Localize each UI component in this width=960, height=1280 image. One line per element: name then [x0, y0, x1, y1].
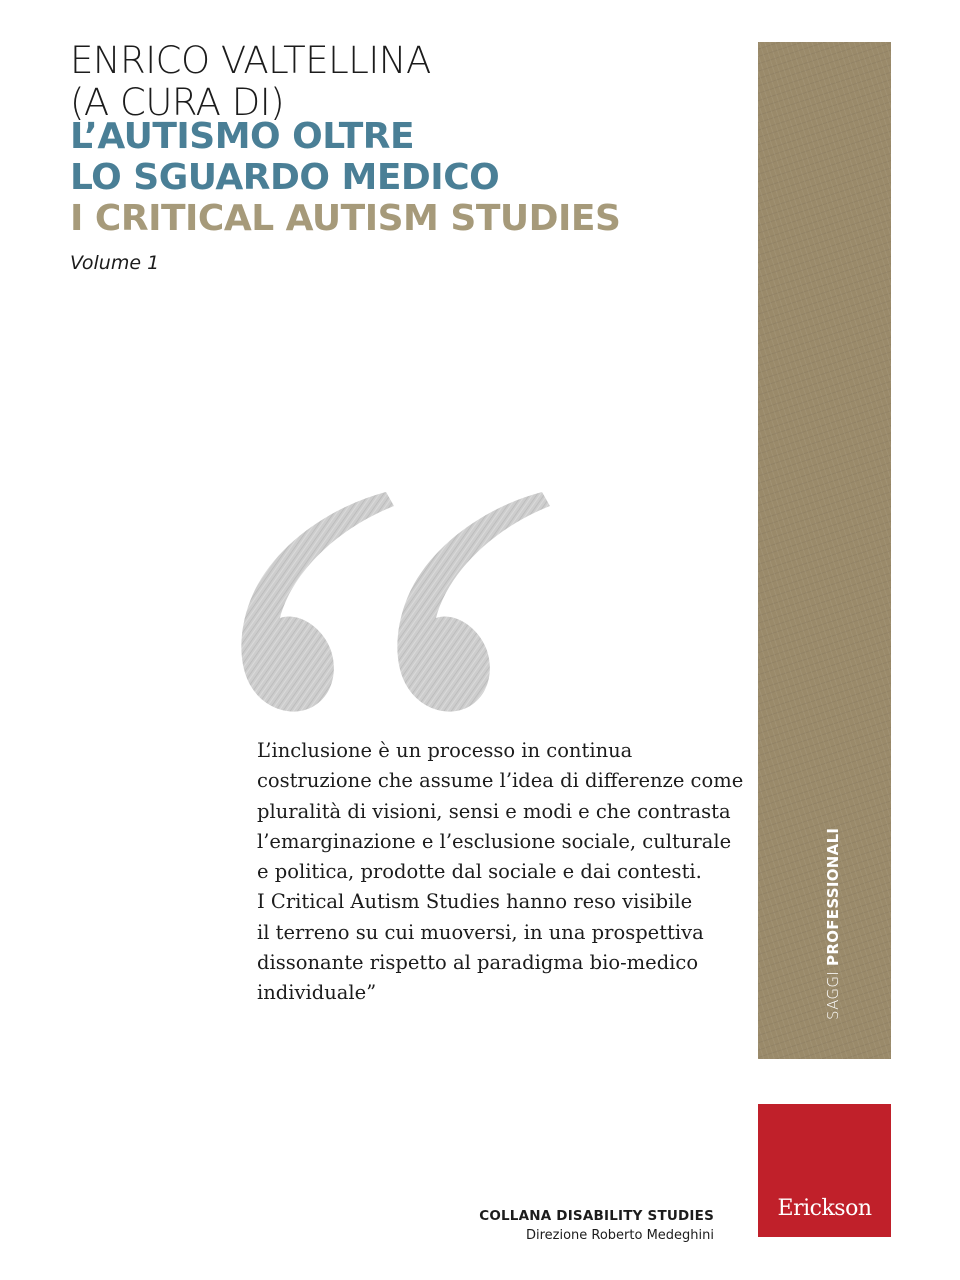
collection-block: [479, 1206, 714, 1246]
title-line-1: L’AUTISMO OLTRE: [70, 116, 415, 157]
publisher-logo-text: Erickson: [777, 1196, 872, 1221]
collection-director: Direzione Roberto Medeghini: [525, 1228, 714, 1243]
series-label-light: SAGGI: [824, 971, 842, 1020]
author-role: (A CURA DI): [70, 81, 285, 124]
quote-line: e politica, prodotte dal sociale e dai contesti.: [257, 860, 702, 884]
series-label: [824, 828, 842, 1020]
quote-line: individuale”: [257, 981, 377, 1005]
author-block: [70, 40, 431, 124]
quote-text: [257, 736, 744, 1009]
collection-name: COLLANA DISABILITY STUDIES: [479, 1208, 714, 1224]
quote-line: costruzione che assume l’idea di differenze come: [257, 769, 744, 793]
quote-line: dissonante rispetto al paradigma bio-medico: [257, 951, 699, 975]
subtitle: I CRITICAL AUTISM STUDIES: [70, 198, 621, 239]
title-line-2: LO SGUARDO MEDICO: [70, 157, 500, 198]
author-name: ENRICO VALTELLINA: [70, 39, 431, 82]
quote-line: I Critical Autism Studies hanno reso visibile: [257, 890, 693, 914]
quote-line: il terreno su cui muoversi, in una prospettiva: [257, 920, 704, 944]
quote-line: L’inclusione è un processo in continua: [257, 739, 633, 762]
quote-line: pluralità di visioni, sensi e modi e che contrasta: [257, 799, 731, 823]
open-quote-icon: [238, 492, 550, 714]
volume-label: Volume 1: [70, 252, 160, 274]
quote-line: l’emarginazione e l’esclusione sociale, culturale: [257, 829, 732, 853]
series-label-bold: PROFESSIONALI: [824, 827, 842, 966]
publisher-logo: [758, 1104, 891, 1237]
